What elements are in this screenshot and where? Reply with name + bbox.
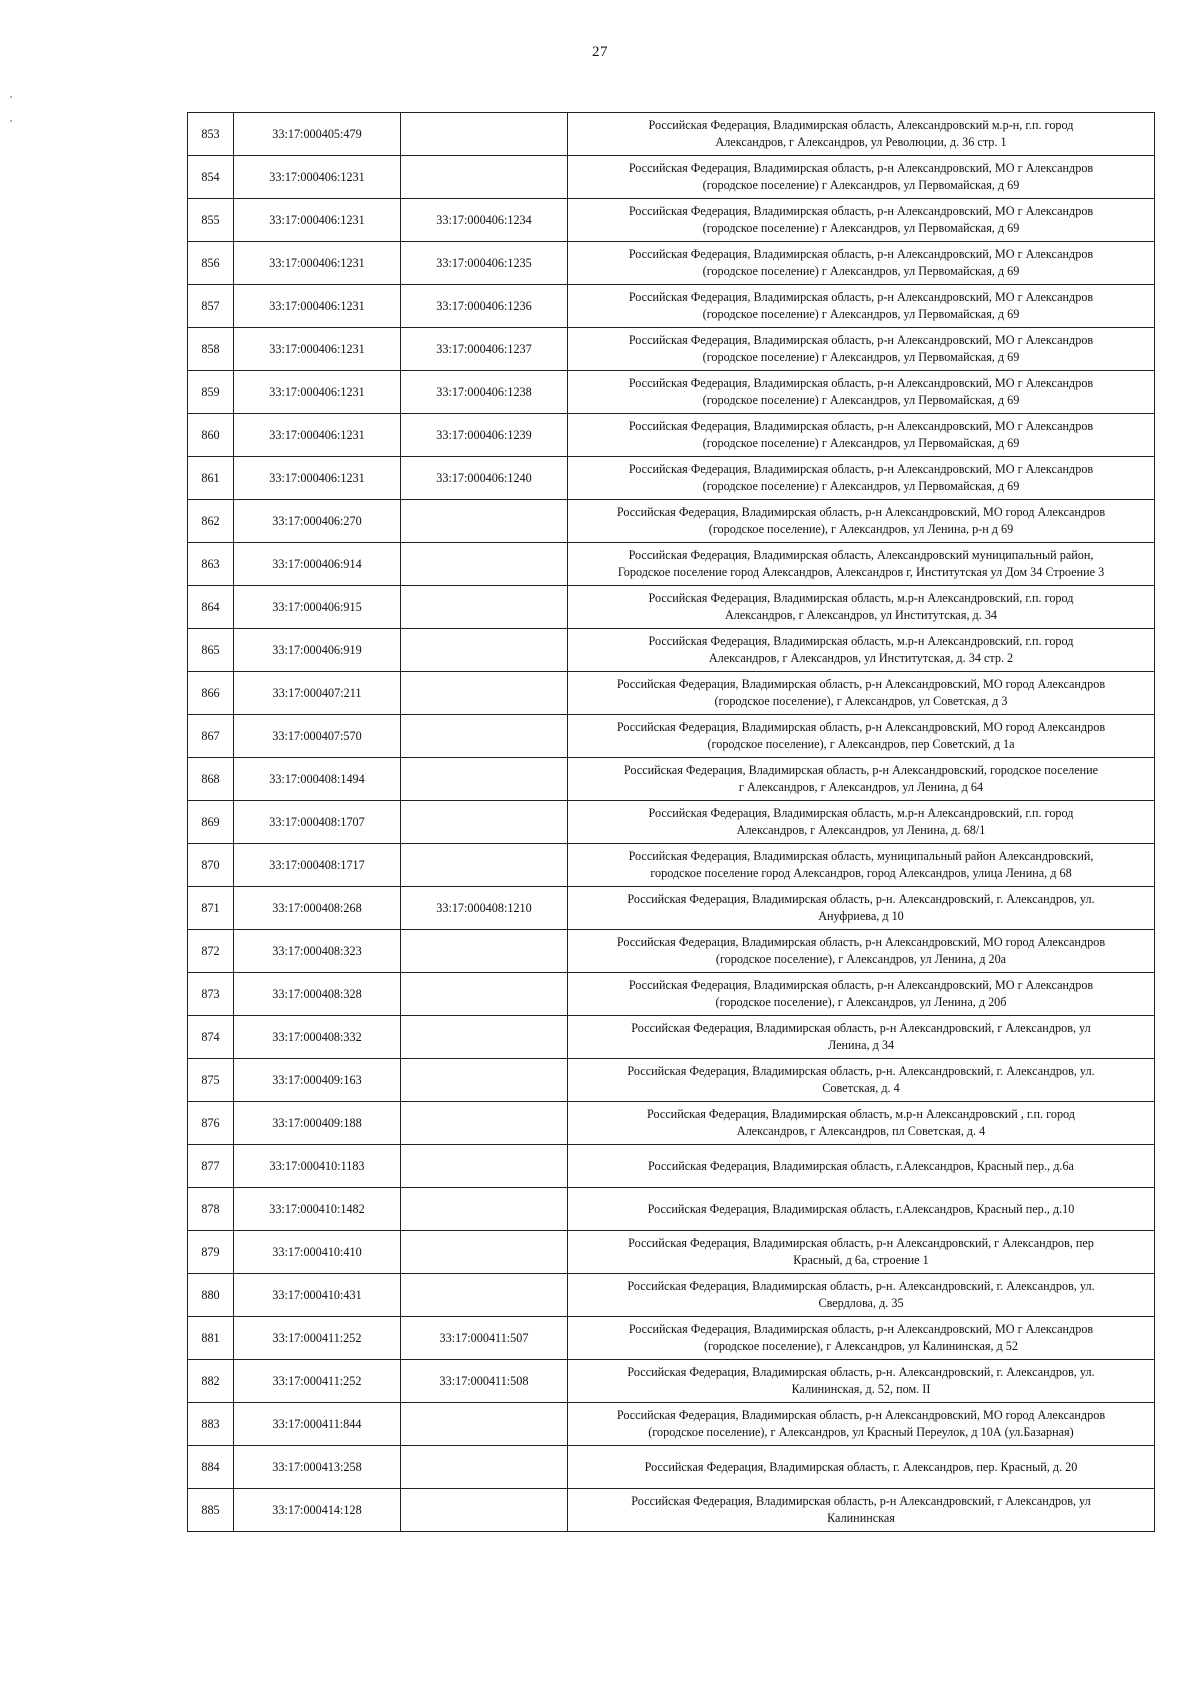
- object-cadastral-number-cell: 33:17:000406:1236: [401, 285, 568, 328]
- table-row: [188, 629, 1155, 672]
- row-number-cell: 871: [188, 887, 234, 930]
- object-cadastral-number-cell: [401, 1188, 568, 1231]
- cadastral-number-cell: 33:17:000408:268: [234, 887, 401, 930]
- cadastral-number-cell: 33:17:000411:252: [234, 1317, 401, 1360]
- address-cell: [568, 414, 1155, 457]
- row-number-cell: 862: [188, 500, 234, 543]
- row-number-cell: 863: [188, 543, 234, 586]
- address-line-2: Александров, г Александров, ул Институтская, д. 34 стр. 2: [708, 651, 1014, 665]
- row-number-cell: 878: [188, 1188, 234, 1231]
- object-cadastral-number-cell: 33:17:000406:1237: [401, 328, 568, 371]
- object-cadastral-number-cell: [401, 715, 568, 758]
- address-cell: [568, 1274, 1155, 1317]
- row-number-cell: 868: [188, 758, 234, 801]
- address-cell: [568, 1489, 1155, 1532]
- cadastral-number-cell: 33:17:000406:914: [234, 543, 401, 586]
- address-line-2: (городское поселение), г Александров, ул Калининская, д 52: [704, 1339, 1018, 1353]
- cadastral-number-cell: 33:17:000410:431: [234, 1274, 401, 1317]
- address-line-2: Свердлова, д. 35: [818, 1296, 904, 1310]
- object-cadastral-number-cell: 33:17:000408:1210: [401, 887, 568, 930]
- table-row: [188, 1446, 1155, 1489]
- object-cadastral-number-cell: 33:17:000406:1239: [401, 414, 568, 457]
- address-line-2: (городское поселение) г Александров, ул Первомайская, д 69: [702, 221, 1020, 235]
- row-number-cell: 872: [188, 930, 234, 973]
- table-row: [188, 672, 1155, 715]
- address-line-2: (городское поселение), г Александров, ул Ленина, д 20а: [715, 952, 1007, 966]
- address-line-1: Российская Федерация, Владимирская область, м.р-н Александровский , г.п. город: [646, 1107, 1075, 1121]
- address-line-2: Городское поселение город Александров, Александров г, Институтская ул Дом 34 Строение 3: [617, 565, 1105, 579]
- address-cell: [568, 1188, 1155, 1231]
- address-cell: [568, 543, 1155, 586]
- cadastral-number-cell: 33:17:000406:915: [234, 586, 401, 629]
- table-row: [188, 1274, 1155, 1317]
- address-cell: [568, 1102, 1155, 1145]
- address-line-1: Российская Федерация, Владимирская область, р-н Александровский, МО г Александров: [628, 419, 1094, 433]
- address-line-2: Советская, д. 4: [822, 1081, 900, 1095]
- table-row: [188, 457, 1155, 500]
- object-cadastral-number-cell: [401, 801, 568, 844]
- page-number: 27: [592, 44, 608, 60]
- table-row: [188, 930, 1155, 973]
- address-line-2: городское поселение город Александров, город Александров, улица Ленина, д 68: [650, 866, 1072, 880]
- cadastral-number-cell: 33:17:000406:1231: [234, 156, 401, 199]
- cadastral-number-cell: 33:17:000406:270: [234, 500, 401, 543]
- address-line-2: Красный, д 6а, строение 1: [793, 1253, 929, 1267]
- cadastral-number-cell: 33:17:000407:570: [234, 715, 401, 758]
- cadastral-number-cell: 33:17:000406:1231: [234, 457, 401, 500]
- address-cell: [568, 801, 1155, 844]
- row-number-cell: 855: [188, 199, 234, 242]
- row-number-cell: 883: [188, 1403, 234, 1446]
- address-cell: [568, 1231, 1155, 1274]
- address-line-2: (городское поселение) г Александров, ул Первомайская, д 69: [702, 393, 1020, 407]
- address-line-1: Российская Федерация, Владимирская область, г. Александров, пер. Красный, д. 20: [644, 1459, 1078, 1474]
- address-line-1: Российская Федерация, Владимирская область, г.Александров, Красный пер., д.10: [647, 1201, 1075, 1216]
- table-row: [188, 371, 1155, 414]
- address-cell: [568, 285, 1155, 328]
- address-line-1: Российская Федерация, Владимирская область, р-н Александровский, МО г Александров: [628, 290, 1094, 304]
- table-row: [188, 844, 1155, 887]
- address-cell: [568, 242, 1155, 285]
- row-number-cell: 860: [188, 414, 234, 457]
- address-line-2: г Александров, г Александров, ул Ленина, д 64: [738, 780, 984, 794]
- address-line-2: (городское поселение) г Александров, ул Первомайская, д 69: [702, 479, 1020, 493]
- scan-speck: [10, 96, 12, 98]
- table-row: [188, 328, 1155, 371]
- table-row: [188, 156, 1155, 199]
- address-line-2: Ленина, д 34: [827, 1038, 895, 1052]
- object-cadastral-number-cell: [401, 1446, 568, 1489]
- object-cadastral-number-cell: [401, 586, 568, 629]
- address-cell: [568, 1059, 1155, 1102]
- table-row: [188, 500, 1155, 543]
- address-cell: [568, 930, 1155, 973]
- address-cell: [568, 887, 1155, 930]
- address-line-2: (городское поселение), г Александров, ул Советская, д 3: [714, 694, 1008, 708]
- object-cadastral-number-cell: 33:17:000411:507: [401, 1317, 568, 1360]
- scan-speck: [10, 120, 12, 122]
- cadastral-number-cell: 33:17:000414:128: [234, 1489, 401, 1532]
- row-number-cell: 857: [188, 285, 234, 328]
- table-row: [188, 285, 1155, 328]
- address-cell: [568, 586, 1155, 629]
- object-cadastral-number-cell: [401, 672, 568, 715]
- cadastral-number-cell: 33:17:000408:328: [234, 973, 401, 1016]
- address-line-1: Российская Федерация, Владимирская область, р-н Александровский, МО город Александров: [616, 935, 1106, 949]
- row-number-cell: 882: [188, 1360, 234, 1403]
- address-line-1: Российская Федерация, Владимирская область, р-н Александровский, МО город Александров: [616, 1408, 1106, 1422]
- object-cadastral-number-cell: [401, 500, 568, 543]
- object-cadastral-number-cell: 33:17:000406:1235: [401, 242, 568, 285]
- address-line-2: Калининская: [827, 1511, 895, 1525]
- address-line-1: Российская Федерация, Владимирская область, р-н Александровский, МО г Александров: [628, 1322, 1094, 1336]
- address-line-1: Российская Федерация, Владимирская область, р-н Александровский, МО город Александров: [616, 505, 1106, 519]
- table-row: [188, 973, 1155, 1016]
- address-cell: [568, 1317, 1155, 1360]
- address-line-1: Российская Федерация, Владимирская область, р-н Александровский, г Александров, ул: [631, 1494, 1091, 1508]
- row-number-cell: 865: [188, 629, 234, 672]
- address-line-1: Российская Федерация, Владимирская область, р-н Александровский, МО г Александров: [628, 376, 1094, 390]
- table-row: [188, 242, 1155, 285]
- cadastral-number-cell: 33:17:000408:1494: [234, 758, 401, 801]
- object-cadastral-number-cell: [401, 1145, 568, 1188]
- address-line-1: Российская Федерация, Владимирская область, р-н Александровский, МО г Александров: [628, 161, 1094, 175]
- table-row: [188, 1360, 1155, 1403]
- cadastral-number-cell: 33:17:000408:332: [234, 1016, 401, 1059]
- address-line-1: Российская Федерация, Владимирская область, р-н. Александровский, г. Александров, ул.: [627, 1064, 1095, 1078]
- address-cell: [568, 500, 1155, 543]
- address-line-1: Российская Федерация, Владимирская область, м.р-н Александровский, г.п. город: [648, 806, 1074, 820]
- object-cadastral-number-cell: 33:17:000406:1240: [401, 457, 568, 500]
- cadastral-number-cell: 33:17:000407:211: [234, 672, 401, 715]
- address-line-1: Российская Федерация, Владимирская область, р-н Александровский, МО г Александров: [628, 462, 1094, 476]
- row-number-cell: 881: [188, 1317, 234, 1360]
- cadastral-number-cell: 33:17:000406:1231: [234, 328, 401, 371]
- table-row: [188, 1016, 1155, 1059]
- table-row: [188, 801, 1155, 844]
- address-cell: [568, 1360, 1155, 1403]
- cadastral-number-cell: 33:17:000409:163: [234, 1059, 401, 1102]
- row-number-cell: 856: [188, 242, 234, 285]
- object-cadastral-number-cell: [401, 629, 568, 672]
- table-row: [188, 758, 1155, 801]
- address-line-2: Ануфриева, д 10: [818, 909, 904, 923]
- object-cadastral-number-cell: [401, 543, 568, 586]
- address-line-1: Российская Федерация, Владимирская область, р-н Александровский, МО город Александров: [616, 720, 1106, 734]
- cadastral-number-cell: 33:17:000411:844: [234, 1403, 401, 1446]
- object-cadastral-number-cell: [401, 1059, 568, 1102]
- row-number-cell: 873: [188, 973, 234, 1016]
- address-line-1: Российская Федерация, Владимирская область, Александровский муниципальный район,: [628, 548, 1094, 562]
- registry-table-body: [188, 113, 1155, 1532]
- address-line-2: (городское поселение) г Александров, ул Первомайская, д 69: [702, 350, 1020, 364]
- row-number-cell: 875: [188, 1059, 234, 1102]
- table-row: [188, 1489, 1155, 1532]
- address-line-2: Александров, г Александров, ул Революции, д. 36 стр. 1: [715, 135, 1007, 149]
- cadastral-number-cell: 33:17:000408:1707: [234, 801, 401, 844]
- object-cadastral-number-cell: [401, 1274, 568, 1317]
- object-cadastral-number-cell: [401, 930, 568, 973]
- cadastral-number-cell: 33:17:000406:1231: [234, 414, 401, 457]
- address-cell: [568, 844, 1155, 887]
- table-row: [188, 199, 1155, 242]
- address-cell: [568, 715, 1155, 758]
- cadastral-number-cell: 33:17:000411:252: [234, 1360, 401, 1403]
- address-line-2: (городское поселение), г Александров, ул Ленина, р-н д 69: [708, 522, 1014, 536]
- row-number-cell: 877: [188, 1145, 234, 1188]
- table-row: [188, 1403, 1155, 1446]
- cadastral-number-cell: 33:17:000409:188: [234, 1102, 401, 1145]
- address-line-1: Российская Федерация, Владимирская область, р-н. Александровский, г. Александров, ул.: [627, 1279, 1095, 1293]
- cadastral-number-cell: 33:17:000410:1482: [234, 1188, 401, 1231]
- cadastral-number-cell: 33:17:000410:410: [234, 1231, 401, 1274]
- address-line-2: (городское поселение) г Александров, ул Первомайская, д 69: [702, 307, 1020, 321]
- cadastral-number-cell: 33:17:000408:1717: [234, 844, 401, 887]
- table-row: [188, 113, 1155, 156]
- row-number-cell: 884: [188, 1446, 234, 1489]
- table-row: [188, 586, 1155, 629]
- address-line-1: Российская Федерация, Владимирская область, р-н Александровский, МО г Александров: [628, 204, 1094, 218]
- cadastral-number-cell: 33:17:000406:1231: [234, 371, 401, 414]
- address-line-2: (городское поселение) г Александров, ул Первомайская, д 69: [702, 436, 1020, 450]
- object-cadastral-number-cell: [401, 156, 568, 199]
- address-cell: [568, 328, 1155, 371]
- address-line-1: Российская Федерация, Владимирская область, Александровский м.р-н, г.п. город: [648, 118, 1074, 132]
- address-cell: [568, 371, 1155, 414]
- address-line-1: Российская Федерация, Владимирская область, г.Александров, Красный пер., д.6а: [648, 1158, 1074, 1173]
- cadastral-number-cell: 33:17:000408:323: [234, 930, 401, 973]
- address-cell: [568, 1446, 1155, 1489]
- address-line-2: Александров, г Александров, ул Институтская, д. 34: [724, 608, 998, 622]
- table-row: [188, 1102, 1155, 1145]
- row-number-cell: 864: [188, 586, 234, 629]
- cadastral-number-cell: 33:17:000410:1183: [234, 1145, 401, 1188]
- object-cadastral-number-cell: [401, 1231, 568, 1274]
- address-line-2: (городское поселение), г Александров, пер Советский, д 1а: [707, 737, 1015, 751]
- row-number-cell: 853: [188, 113, 234, 156]
- table-row: [188, 887, 1155, 930]
- cadastral-number-cell: 33:17:000406:1231: [234, 199, 401, 242]
- address-line-2: Калининская, д. 52, пом. II: [791, 1382, 931, 1396]
- cadastral-number-cell: 33:17:000413:258: [234, 1446, 401, 1489]
- address-line-1: Российская Федерация, Владимирская область, р-н Александровский, МО г Александров: [628, 978, 1094, 992]
- address-line-2: (городское поселение) г Александров, ул Первомайская, д 69: [702, 178, 1020, 192]
- row-number-cell: 876: [188, 1102, 234, 1145]
- object-cadastral-number-cell: [401, 1102, 568, 1145]
- address-line-2: Александров, г Александров, пл Советская, д. 4: [736, 1124, 986, 1138]
- table-row: [188, 1188, 1155, 1231]
- address-cell: [568, 1145, 1155, 1188]
- address-cell: [568, 1016, 1155, 1059]
- address-cell: [568, 457, 1155, 500]
- table-row: [188, 715, 1155, 758]
- row-number-cell: 858: [188, 328, 234, 371]
- table-row: [188, 1059, 1155, 1102]
- address-line-1: Российская Федерация, Владимирская область, р-н. Александровский, г. Александров, ул.: [627, 1365, 1095, 1379]
- row-number-cell: 859: [188, 371, 234, 414]
- object-cadastral-number-cell: [401, 844, 568, 887]
- address-line-2: Александров, г Александров, ул Ленина, д. 68/1: [736, 823, 986, 837]
- address-line-1: Российская Федерация, Владимирская область, муниципальный район Александровский,: [628, 849, 1094, 863]
- table-row: [188, 543, 1155, 586]
- address-line-1: Российская Федерация, Владимирская область, р-н Александровский, МО г Александров: [628, 247, 1094, 261]
- address-cell: [568, 1403, 1155, 1446]
- row-number-cell: 869: [188, 801, 234, 844]
- object-cadastral-number-cell: [401, 1489, 568, 1532]
- address-line-1: Российская Федерация, Владимирская область, м.р-н Александровский, г.п. город: [648, 591, 1074, 605]
- address-cell: [568, 758, 1155, 801]
- cadastral-number-cell: 33:17:000406:1231: [234, 285, 401, 328]
- object-cadastral-number-cell: [401, 758, 568, 801]
- row-number-cell: 861: [188, 457, 234, 500]
- address-line-1: Российская Федерация, Владимирская область, р-н Александровский, МО город Александров: [616, 677, 1106, 691]
- object-cadastral-number-cell: 33:17:000411:508: [401, 1360, 568, 1403]
- address-line-2: (городское поселение), г Александров, ул Красный Переулок, д 10А (ул.Базарная): [648, 1425, 1074, 1439]
- object-cadastral-number-cell: [401, 113, 568, 156]
- row-number-cell: 870: [188, 844, 234, 887]
- address-cell: [568, 199, 1155, 242]
- row-number-cell: 866: [188, 672, 234, 715]
- cadastral-number-cell: 33:17:000406:919: [234, 629, 401, 672]
- registry-table: [187, 112, 1155, 1532]
- object-cadastral-number-cell: [401, 973, 568, 1016]
- address-cell: [568, 629, 1155, 672]
- row-number-cell: 854: [188, 156, 234, 199]
- row-number-cell: 879: [188, 1231, 234, 1274]
- address-line-1: Российская Федерация, Владимирская область, р-н Александровский, г Александров, пер: [628, 1236, 1094, 1250]
- address-cell: [568, 113, 1155, 156]
- address-cell: [568, 672, 1155, 715]
- table-row: [188, 414, 1155, 457]
- address-line-1: Российская Федерация, Владимирская область, р-н Александровский, городское поселение: [623, 763, 1099, 777]
- address-cell: [568, 973, 1155, 1016]
- address-line-1: Российская Федерация, Владимирская область, р-н. Александровский, г. Александров, ул.: [627, 892, 1095, 906]
- table-row: [188, 1317, 1155, 1360]
- object-cadastral-number-cell: 33:17:000406:1238: [401, 371, 568, 414]
- address-line-2: (городское поселение), г Александров, ул Ленина, д 20б: [715, 995, 1007, 1009]
- address-line-1: Российская Федерация, Владимирская область, р-н Александровский, МО г Александров: [628, 333, 1094, 347]
- row-number-cell: 880: [188, 1274, 234, 1317]
- address-line-1: Российская Федерация, Владимирская область, м.р-н Александровский, г.п. город: [648, 634, 1074, 648]
- table-row: [188, 1145, 1155, 1188]
- address-line-1: Российская Федерация, Владимирская область, р-н Александровский, г Александров, ул: [631, 1021, 1091, 1035]
- object-cadastral-number-cell: [401, 1403, 568, 1446]
- address-cell: [568, 156, 1155, 199]
- cadastral-number-cell: 33:17:000405:479: [234, 113, 401, 156]
- row-number-cell: 874: [188, 1016, 234, 1059]
- object-cadastral-number-cell: 33:17:000406:1234: [401, 199, 568, 242]
- table-row: [188, 1231, 1155, 1274]
- address-line-2: (городское поселение) г Александров, ул Первомайская, д 69: [702, 264, 1020, 278]
- row-number-cell: 867: [188, 715, 234, 758]
- row-number-cell: 885: [188, 1489, 234, 1532]
- object-cadastral-number-cell: [401, 1016, 568, 1059]
- cadastral-number-cell: 33:17:000406:1231: [234, 242, 401, 285]
